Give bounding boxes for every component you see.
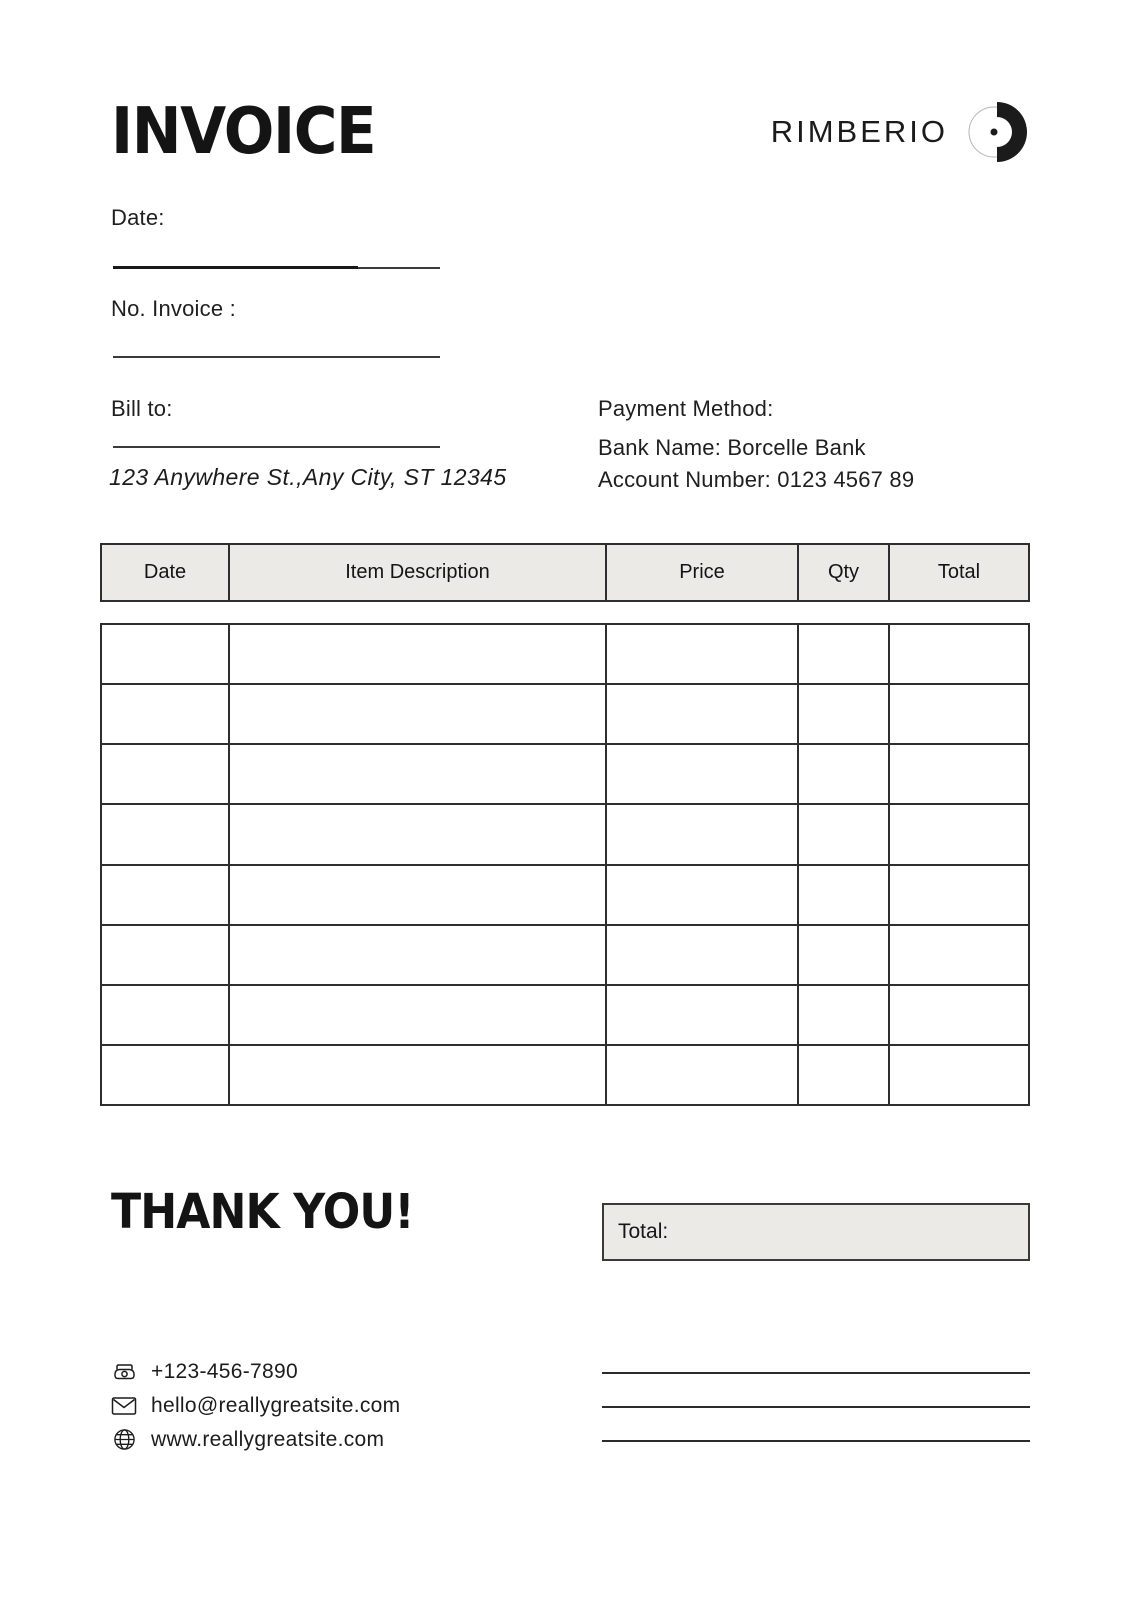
table-cell [230, 926, 607, 984]
items-table-header [100, 543, 1030, 602]
table-cell [102, 625, 230, 683]
items-table-body [100, 623, 1030, 1106]
table-cell [607, 1046, 799, 1104]
table-cell [607, 866, 799, 924]
email-icon [111, 1396, 137, 1416]
table-cell [230, 866, 607, 924]
brand [660, 96, 1030, 168]
table-cell [799, 986, 890, 1044]
contact-row-website [111, 1426, 400, 1453]
table-cell [607, 685, 799, 743]
column-header-qty: Qty [799, 545, 890, 600]
table-row [102, 986, 1028, 1046]
table-cell [230, 685, 607, 743]
date-label: Date: [111, 205, 165, 230]
table-cell [102, 986, 230, 1044]
table-cell [890, 685, 1028, 743]
payment-method-label: Payment Method: [598, 396, 774, 421]
table-cell [230, 745, 607, 803]
column-header-item-description: Item Description [230, 545, 607, 600]
table-cell [102, 866, 230, 924]
table-cell [102, 926, 230, 984]
table-cell [230, 1046, 607, 1104]
table-cell [799, 1046, 890, 1104]
contact-row-email [111, 1392, 400, 1419]
table-row [102, 685, 1028, 745]
table-cell [890, 926, 1028, 984]
contact-website-text: www.reallygreatsite.com [151, 1427, 385, 1451]
table-cell [230, 986, 607, 1044]
column-header-price: Price [607, 545, 799, 600]
table-cell [799, 625, 890, 683]
table-row [102, 805, 1028, 865]
table-row [102, 866, 1028, 926]
total-box [602, 1203, 1030, 1261]
bank-name-line: Bank Name: Borcelle Bank [598, 435, 866, 460]
table-row [102, 1046, 1028, 1104]
table-cell [607, 805, 799, 863]
bill-to-fill-line [113, 446, 440, 448]
table-cell [799, 866, 890, 924]
signature-line [602, 1406, 1030, 1408]
table-cell [102, 745, 230, 803]
table-row [102, 625, 1028, 685]
phone-icon [111, 1361, 137, 1383]
table-cell [890, 625, 1028, 683]
table-cell [799, 926, 890, 984]
billing-address: 123 Anywhere St.,Any City, ST 12345 [109, 464, 507, 490]
table-row [102, 926, 1028, 986]
table-cell [890, 866, 1028, 924]
signature-lines [602, 1372, 1030, 1442]
contact-list [111, 1358, 400, 1453]
table-cell [607, 745, 799, 803]
thank-you-heading: THANK YOU! [111, 1184, 414, 1240]
table-cell [799, 805, 890, 863]
table-cell [890, 745, 1028, 803]
table-cell [890, 986, 1028, 1044]
table-row [102, 745, 1028, 805]
signature-line [602, 1372, 1030, 1374]
table-cell [890, 805, 1028, 863]
table-cell [102, 1046, 230, 1104]
table-cell [607, 926, 799, 984]
bill-to-label: Bill to: [111, 396, 173, 421]
column-header-date: Date [102, 545, 230, 600]
date-fill-line [113, 267, 440, 269]
brand-logo-icon [968, 96, 1030, 168]
date-fill-line-bold-segment [113, 266, 358, 269]
table-cell [799, 745, 890, 803]
table-cell [607, 986, 799, 1044]
column-header-total: Total [937, 561, 981, 583]
invoice-number-fill-line [113, 356, 440, 358]
brand-name: RIMBERIO [770, 114, 948, 149]
invoice-number-label: No. Invoice : [111, 296, 236, 321]
total-label: Total: [618, 1220, 669, 1243]
table-cell [890, 1046, 1028, 1104]
table-cell [799, 685, 890, 743]
contact-phone-text: +123-456-7890 [151, 1359, 298, 1383]
table-cell [102, 805, 230, 863]
signature-line [602, 1440, 1030, 1442]
table-cell [230, 805, 607, 863]
contact-email-text: hello@reallygreatsite.com [151, 1393, 401, 1417]
table-cell [102, 685, 230, 743]
table-cell [230, 625, 607, 683]
table-cell [607, 625, 799, 683]
account-number-line: Account Number: 0123 4567 89 [598, 467, 915, 492]
globe-icon [111, 1428, 137, 1451]
page-title: INVOICE [111, 95, 376, 169]
contact-row-phone [111, 1358, 400, 1385]
